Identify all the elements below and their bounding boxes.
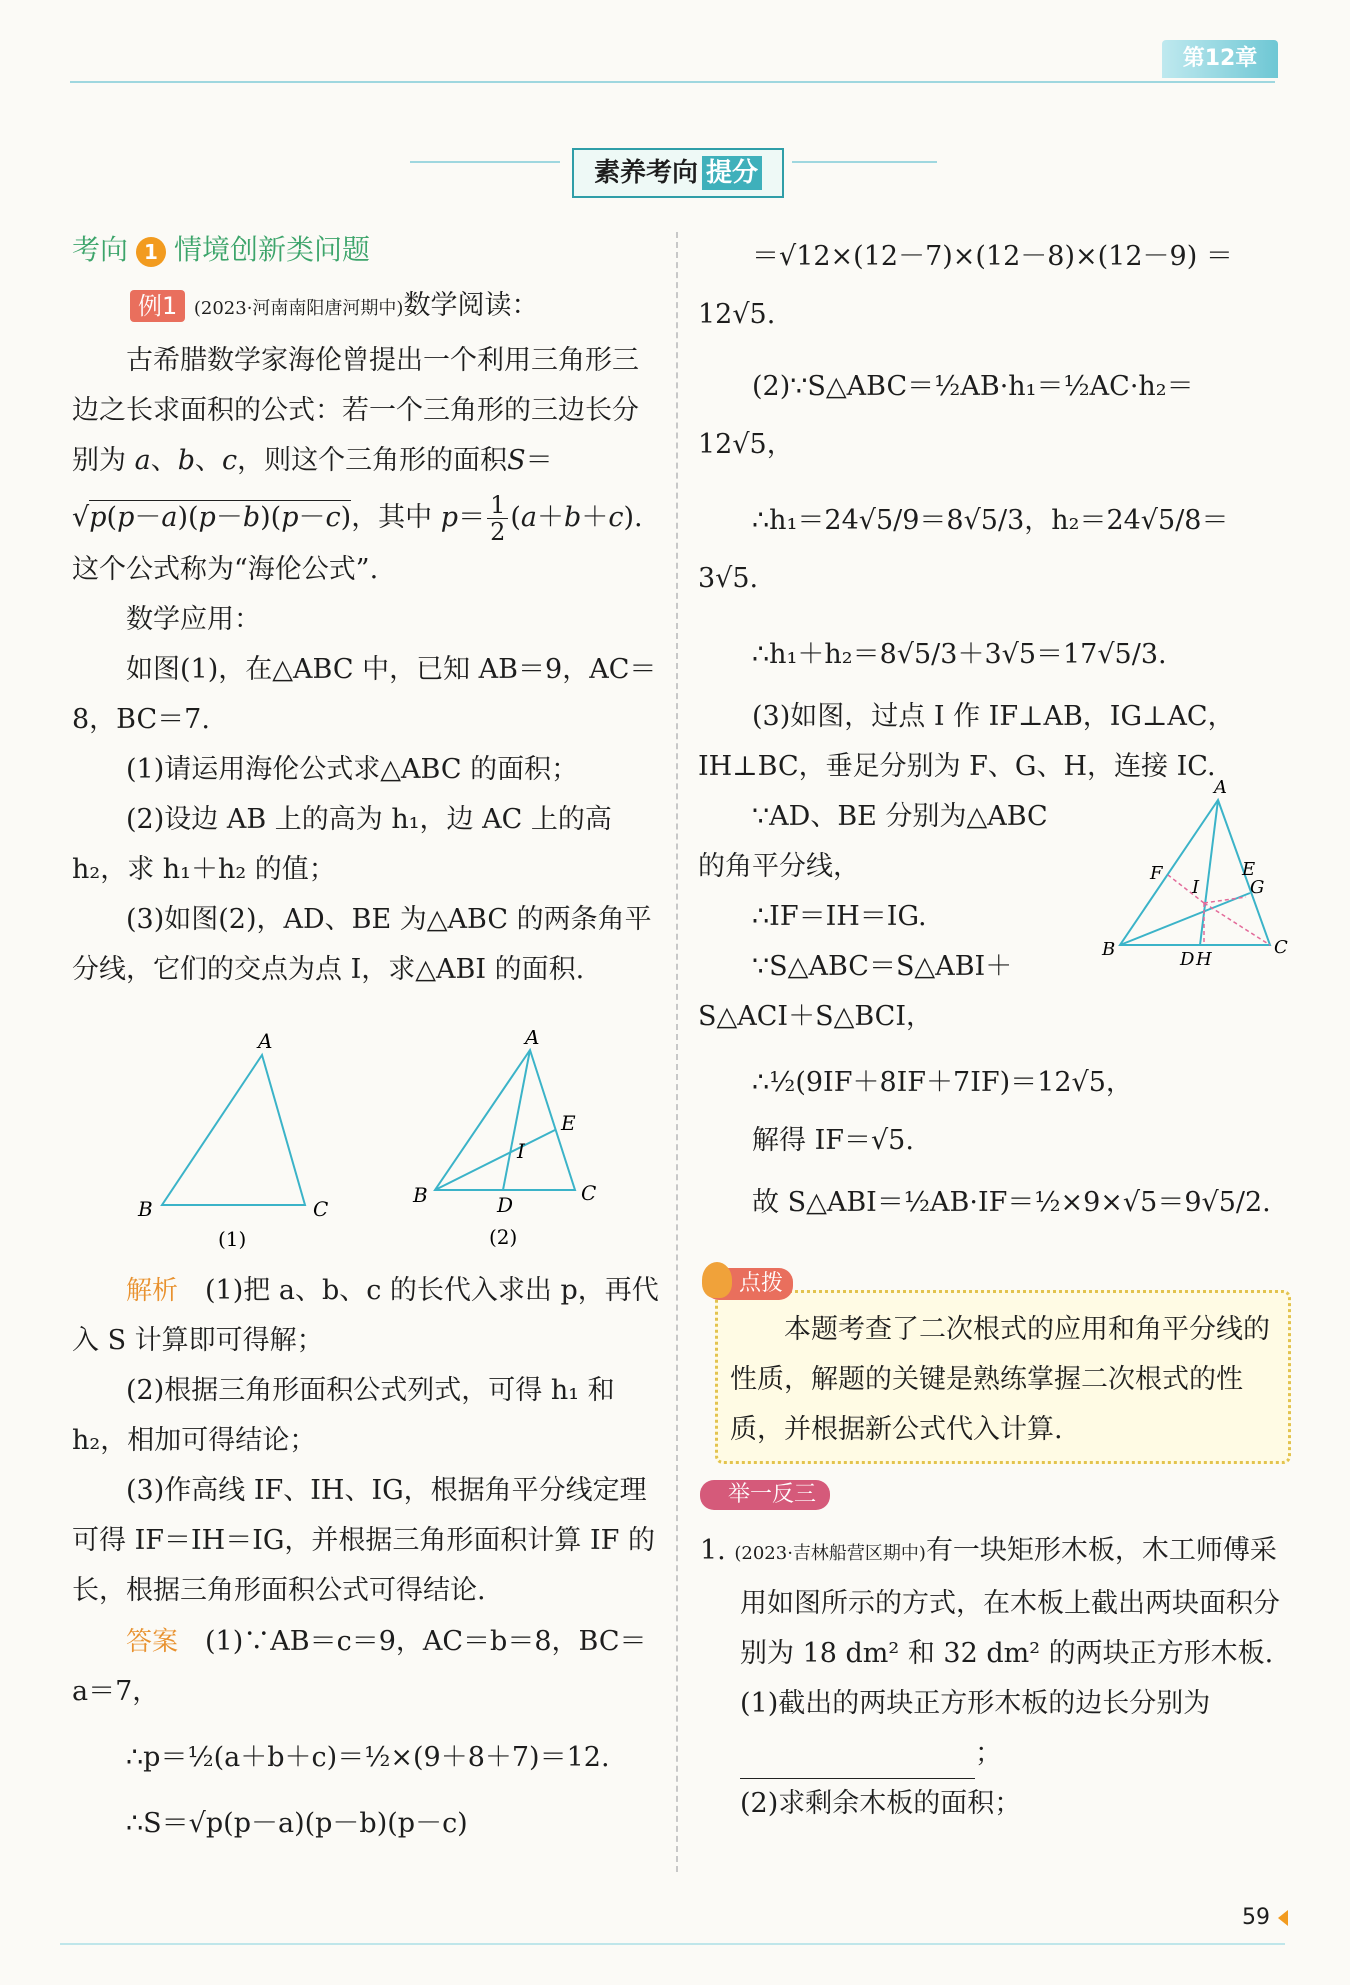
answer-r15: 故 S△ABI＝½AB·IF＝½×9×√5＝9√5/2. [752,1187,1271,1218]
fig3-label-i: I [1192,877,1200,898]
tip-text-content: 本题考查了二次根式的应用和角平分线的性质，解题的关键是熟练掌握二次根式的性质，并根据新公式代入计算. [730,1314,1270,1445]
answer-a1: (1)∵AB＝c＝9，AC＝b＝8，BC＝a＝7， [72,1626,647,1707]
example-source: (2023·河南南阳唐河期中) [193,298,404,319]
answer-block-left [72,1617,662,1849]
fig3-label-e: E [1242,859,1256,880]
example-q3: (3)如图(2)，AD、BE 为△ABC 的两条角平分线，它们的交点为点 I，求△ABI 的面积. [72,904,652,985]
answer-r6: ∴h₁＋h₂＝8√5/3＋3√5＝17√5/3. [752,639,1167,670]
practice-q1: (1)截出的两块正方形木板的边长分别为 [740,1688,1211,1719]
figure-2 [405,1030,635,1250]
tip-text [730,1305,1270,1455]
example-heading [130,286,670,329]
example-p1: 古希腊数学家海伦曾提出一个利用三角形三边之长求面积的公式：若一个三角形的三边长分别为 [72,345,639,476]
practice-source: (2023·吉林船营区期中) [734,1543,926,1564]
section-banner [572,148,784,198]
example-given: 如图(1)，在△ABC 中，已知 AB＝9，AC＝8，BC＝7. [72,654,657,735]
fig3-label-b: B [1102,939,1116,960]
answer-r3: (2)∵S△ABC＝½AB·h₁＝½AC·h₂＝ [752,371,1194,402]
example-tag: 例1 [130,290,185,322]
fig2-label-e: E [561,1111,576,1135]
example-q1: (1)请运用海伦公式求△ABC 的面积； [126,754,579,785]
fig2-caption: (2) [489,1225,518,1249]
section-number: 1 [136,237,166,267]
analysis-tag: 解析 [126,1276,179,1306]
answer-r4: 12√5， [698,429,794,460]
analysis-t3: (3)作高线 IF、IH、IG，根据角平分线定理可得 IF＝IH＝IG，并根据三角形面积计算 IF 的长，根据三角形面积公式可得结论. [72,1475,655,1606]
practice-q1-end: ； [975,1738,1002,1769]
chapter-tab: 第12章 [1162,40,1278,78]
answer-a1p: ∴p＝½(a＋b＋c)＝½×(9＋8＋7)＝12. [126,1742,610,1773]
section-title [72,228,370,268]
practice-text: 有一块矩形木板，木工师傅采用如图所示的方式，在木板上截出两块面积分别为 18 dm² 和 32 dm² 的两块正方形木板. [740,1535,1280,1669]
answer-blank [740,1748,975,1779]
practice-q2: (2)求剩余木板的面积； [740,1788,1022,1819]
example-q2: (2)设边 AB 上的高为 h₁，边 AC 上的高 h₂，求 h₁＋h₂ 的值； [72,804,612,885]
practice-tag: 举一反三 [700,1480,830,1510]
banner-line-left [410,161,560,163]
analysis-t2: (2)根据三角形面积公式列式，可得 h₁ 和 h₂，相加可得结论； [72,1375,615,1456]
section-title-text: 情境创新类问题 [174,233,371,266]
practice-number: 1. [700,1535,726,1566]
fig1-label-a: A [258,1030,273,1053]
header-rule [70,81,1275,83]
answer-r12: S△ACI＋S△BCI， [698,1001,934,1032]
fig1-label-c: C [313,1197,329,1221]
fig3-label-d: D [1180,949,1195,970]
fig1-label-b: B [138,1197,153,1221]
fig3-label-a: A [1214,777,1227,798]
example-lead: 数学阅读： [403,290,539,321]
answer-r10: ∴IF＝IH＝IG. [752,901,927,932]
page-arrow-icon [1278,1910,1288,1926]
fig3-label-c: C [1274,937,1288,958]
answer-r8: ∵AD、BE 分别为△ABC [752,801,1048,832]
fig1-caption: (1) [218,1227,247,1250]
fig2-label-a: A [525,1030,540,1049]
answer-r1: ＝√12×(12－7)×(12－8)×(12－9) ＝ [752,241,1233,272]
example-p1b: ，则这个三角形的面积 [237,445,508,476]
answer-block-right [698,228,1288,1232]
section-label: 考向 [72,233,129,266]
fig2-label-i: I [517,1139,525,1163]
answer-r2: 12√5. [698,299,776,330]
banner-line-right [792,161,937,163]
example-p1d: 这个公式称为“海伦公式”. [72,554,379,585]
fig3-label-h: H [1196,949,1212,970]
answer-a1s: ∴S＝√p(p－a)(p－b)(p－c) [126,1808,468,1839]
fig2-label-d: D [497,1193,514,1217]
analysis-t1: (1)把 a、b、c 的长代入求出 p，再代入 S 计算即可得解； [72,1275,659,1356]
fig2-label-b: B [413,1183,428,1207]
example-app: 数学应用： [126,604,261,635]
fig3-label-g: G [1250,877,1265,898]
figure-3 [1100,775,1290,970]
practice-block [700,1526,1285,1829]
answer-r11: ∵S△ABC＝S△ABI＋ [752,951,1013,982]
answer-r7: (3)如图，过点 I 作 IF⊥AB，IG⊥AC，IH⊥BC，垂足分别为 F、G、H，连接 IC. [698,701,1235,782]
column-divider [676,232,678,1872]
answer-r5: ∴h₁＝24√5/9＝8√5/3，h₂＝24√5/8＝3√5. [698,505,1229,594]
answer-r13: ∴½(9IF＋8IF＋7IF)＝12√5， [752,1067,1133,1098]
fig2-label-c: C [581,1181,597,1205]
answer-r9: 的角平分线， [698,851,860,882]
answer-r14: 解得 IF＝√5. [752,1125,914,1156]
example-body: 古希腊数学家海伦曾提出一个利用三角形三边之长求面积的公式：若一个三角形的三边长分别为 a、b、c，则这个三角形的面积S＝ √p(p－a)(p－b)(p－c)，其中 p＝ $\frac{1}{2}$ (a＋b＋c).这个公式称为“海伦公式”. 数学应用： 如图(1)，在△ABC 中，已知 AB＝9，AC＝8，BC＝7. (1)请运用海伦公式求△ABC 的面积； (2)设边 AB 上的高为 h₁，边 AC 上的高 h₂，求 h₁＋h₂ 的值； (3)如图(2)，AD、BE 为△ABC 的两条角平分线，它们的交点为点 I，求△ABI 的面积. [72,336,662,995]
banner-highlight: 提分 [702,156,762,190]
owl-mascot-icon [702,1262,732,1298]
tip-tag: 点拨 [705,1268,793,1300]
fig3-label-f: F [1150,863,1163,884]
footer-rule [60,1943,1285,1945]
page-number: 59 [1242,1905,1270,1930]
analysis-block [72,1266,662,1616]
figure-1 [120,1030,350,1250]
example-p1c: ，其中 [351,502,433,533]
banner-text: 素养考向 [593,158,698,188]
answer-tag: 答案 [126,1627,179,1657]
